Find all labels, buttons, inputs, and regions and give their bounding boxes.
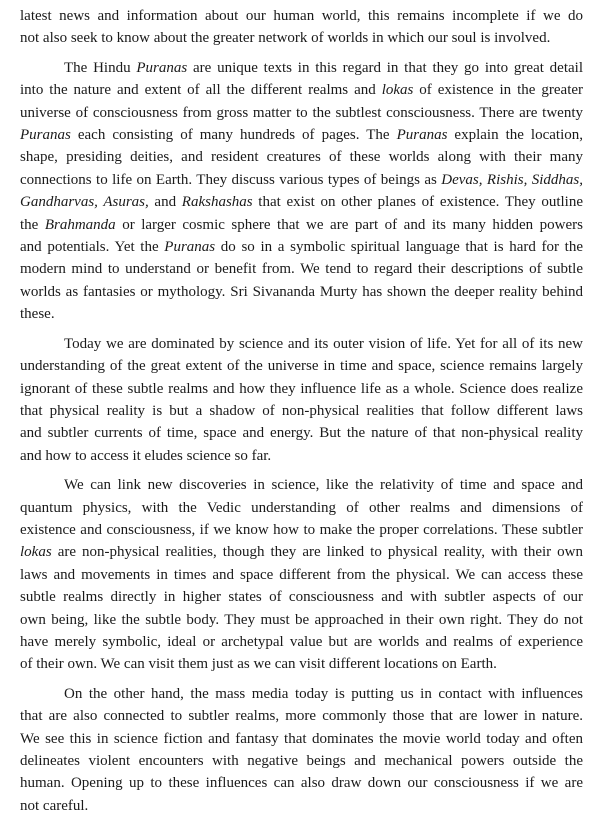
text-line — [20, 705, 583, 727]
text-run: latest news and information about our human world, this remains incomplete if we do — [20, 8, 583, 24]
text-run: explain the location, — [447, 127, 583, 144]
text-line — [20, 214, 583, 236]
text-run: that exist on other planes of existence. They outline — [252, 194, 583, 211]
text-line — [20, 102, 583, 124]
text-line — [20, 169, 583, 191]
text-run: quantum physics, with the Vedic understanding of other realms and dimensions of — [20, 499, 583, 516]
text-line — [20, 497, 583, 519]
text-run: or larger cosmic sphere that we are part of and its many hidden powers — [115, 216, 584, 233]
text-run: worlds as fantasies or mythology. Sri Sivananda Murty has shown the deeper reality behind — [20, 283, 583, 300]
text-run: universe of consciousness from gross matter to the subtlest consciousness. There are twenty — [20, 104, 583, 121]
text-run: the — [20, 216, 45, 233]
text-run: have merely symbolic, ideal or archetypal value but are worlds and realms of experience — [20, 633, 583, 650]
text-run: are non-physical realities, though they are linked to physical reality, with their own — [51, 544, 583, 561]
paragraph — [20, 683, 583, 817]
italic-term: Puranas — [164, 239, 216, 256]
italic-term: Puranas — [136, 59, 188, 76]
text-run: and potentials. Yet the — [20, 239, 165, 256]
text-run: own being, like the subtle body. They must be approached in their own right. They do not — [20, 611, 583, 628]
text-run: We see this in science fiction and fantasy that dominates the movie world today and often — [20, 730, 583, 747]
text-run: these. — [20, 306, 55, 323]
text-run: On the other hand, the mass media today is putting us in contact with influences — [64, 685, 583, 702]
text-run: understanding of the great extent of the universe in time and space, science remains largely — [20, 358, 583, 375]
paragraph — [20, 57, 583, 326]
text-line — [20, 631, 583, 653]
text-run: and — [148, 194, 182, 211]
italic-term: Puranas — [20, 127, 71, 144]
italic-term: Rakshashas — [181, 194, 253, 211]
text-line — [20, 191, 583, 213]
text-run: shape, presiding deities, and resident creatures of these worlds along with their many — [20, 149, 583, 166]
text-line — [20, 281, 583, 303]
text-line — [20, 355, 583, 377]
text-run: subtle realms directly in higher states of consciousness and with subtler aspects of our — [20, 589, 583, 606]
text-line — [20, 27, 583, 49]
text-line — [20, 378, 583, 400]
text-run: delineates violent encounters with negative beings and mechanical powers outside the — [20, 753, 583, 769]
text-run: do so in a symbolic spiritual language that is hard for the — [215, 239, 583, 256]
text-run: Today we are dominated by science and its outer vision of life. Yet for all of its new — [64, 335, 583, 352]
paragraph — [20, 474, 583, 676]
text-line — [20, 400, 583, 422]
text-line — [20, 564, 583, 586]
text-line — [20, 653, 583, 675]
italic-term: Gandharvas, Asuras, — [20, 194, 149, 211]
text-run: are unique texts in this regard in that they go into great detail — [187, 59, 583, 76]
italic-term: lokas — [20, 544, 52, 561]
paragraph — [20, 333, 583, 467]
text-line — [20, 519, 583, 541]
text-line — [20, 683, 583, 705]
text-run: and how to access it eludes science so far. — [20, 447, 272, 464]
text-run: human. Opening up to these influences can also draw down our consciousness if we are — [20, 775, 583, 792]
text-run: that physical reality is but a shadow of non-physical realities that follow different laws — [20, 402, 583, 419]
text-run: each consisting of many hundreds of pages. The — [70, 127, 397, 144]
text-run: modern mind to understand or benefit from. We tend to regard their descriptions of subtle — [20, 261, 583, 278]
text-run: into the nature and extent of all the different realms and — [20, 82, 382, 99]
text-line — [20, 146, 583, 168]
text-run: The Hindu — [64, 59, 137, 76]
text-line — [20, 422, 583, 444]
text-line — [20, 474, 583, 496]
text-line — [20, 236, 583, 258]
text-run: not careful. — [20, 797, 89, 814]
text-run: of existence in the greater — [413, 82, 584, 99]
text-line — [20, 586, 583, 608]
paragraph — [20, 5, 583, 50]
text-line — [20, 303, 583, 325]
text-run: and subtler currents of time, space and energy. But the nature of that non-physical reality — [20, 425, 583, 442]
text-line — [20, 728, 583, 750]
text-run: ignorant of these subtle realms and how they influence life as a whole. Science does realize — [20, 380, 583, 397]
text-line — [20, 750, 583, 772]
italic-term: Puranas — [396, 127, 448, 144]
text-line — [20, 609, 583, 631]
italic-term: Brahmanda — [44, 216, 116, 233]
text-line — [20, 772, 583, 794]
text-line — [20, 57, 583, 79]
text-run: connections to life on Earth. They discuss various types of beings as — [20, 171, 442, 188]
italic-term: Devas, Rishis, Siddhas, — [441, 171, 583, 188]
text-line — [20, 795, 583, 817]
text-run: not also seek to know about the greater network of worlds in which our soul is involved. — [20, 30, 551, 47]
text-run: We can link new discoveries in science, like the relativity of time and space and — [64, 477, 583, 494]
text-run: that are also connected to subtler realms, more commonly those that are lower in nature. — [20, 708, 583, 725]
text-line — [20, 541, 583, 563]
text-run: of their own. We can visit them just as we can visit different locations on Earth. — [20, 656, 497, 673]
italic-term: lokas — [381, 82, 414, 99]
text-line — [20, 5, 583, 27]
text-line — [20, 445, 583, 467]
text-line — [20, 79, 583, 101]
text-line — [20, 258, 583, 280]
text-run: laws and movements in times and space different from the physical. We can access these — [20, 566, 583, 583]
text-run: existence and consciousness, if we know how to make the proper correlations. These subtler — [20, 521, 583, 538]
text-line — [20, 333, 583, 355]
text-line — [20, 124, 583, 146]
